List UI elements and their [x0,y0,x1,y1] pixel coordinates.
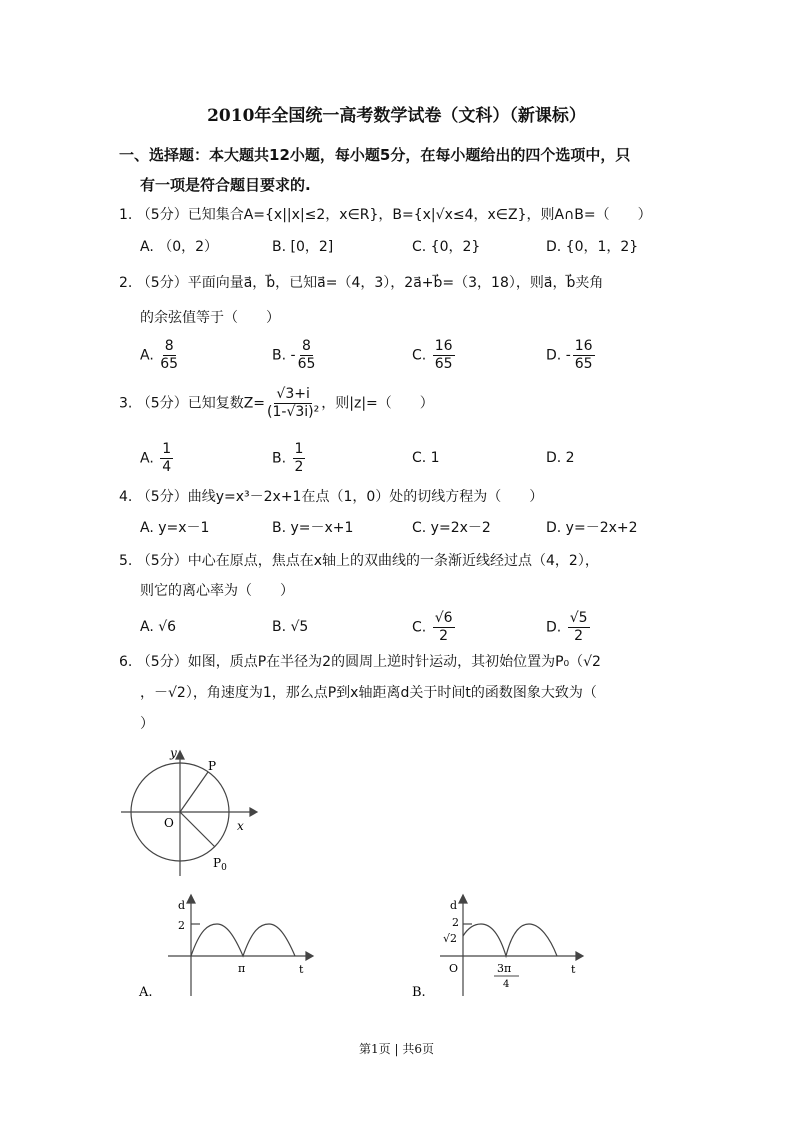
q4-option-d: D. y=－2x+2 [546,520,638,536]
option-label: D. [546,347,562,364]
numerator: √6 [434,610,453,626]
numerator: √5 [569,610,588,626]
option-label: A. [140,450,154,467]
denominator: 65 [297,356,316,372]
question-text: （5分）如图，质点P在半径为2的圆周上逆时针运动，其初始位置为P₀（√2 [136,654,601,670]
question-number: 6. [119,654,133,670]
graph-a-ytick: 2 [178,919,185,932]
question-6-cont: ，－√2），角速度为1，那么点P到x轴距离d关于时间t的函数图象大致为（ [140,685,597,701]
question-5-cont: 则它的离心率为（ ） [140,583,294,599]
denominator: 65 [160,356,179,372]
numerator: 16 [434,338,453,354]
question-text: （5分）曲线y=x³－2x+1在点（1，0）处的切线方程为（ ） [136,489,544,505]
point-p-label: P [208,759,217,773]
denominator: 4 [162,459,172,475]
question-text: （5分）平面向量a⃗，b⃗，已知a⃗=（4，3），2a⃗+b⃗=（3，18），则a⃗，b⃗夹角 [136,275,604,291]
q4-option-a: A. y=x－1 [140,520,210,536]
numerator: 1 [294,441,304,457]
option-label: C. [412,347,427,364]
option-label: D. [546,619,562,636]
denominator: (1-√3i)² [267,404,320,420]
denominator: 65 [434,356,453,372]
page-footer: 第1页 | 共6页 [359,1042,434,1056]
section-heading: 一、选择题：本大题共12小题，每小题5分，在每小题给出的四个选项中，只 [119,146,631,164]
question-text-end: ，则|z|=（ ） [321,395,434,412]
numerator: 8 [164,338,174,354]
question-number: 1. [119,207,133,223]
x-axis-label: x [237,819,244,833]
option-label: A. √6 [140,619,177,635]
denominator: 2 [574,628,584,644]
q4-option-c: C. y=2x－2 [412,520,491,536]
question-text: （5分）已知复数Z= [136,395,266,412]
question-text: （5分）中心在原点，焦点在x轴上的双曲线的一条渐近线经过点（4，2）， [136,553,599,569]
graph-a-t-label: t [299,963,304,976]
q1-option-d: D. {0，1，2} [546,239,639,255]
graph-b [440,895,583,996]
graph-b-origin: O [449,962,459,975]
section-heading-cont: 有一项是符合题目要求的. [140,176,311,194]
graph-b-option-label: B. [412,985,426,1000]
question-number: 4. [119,489,133,505]
option-label: A. [140,347,154,364]
origin-label: O [164,816,174,830]
numerator: 8 [302,338,311,354]
q1-option-b: B. [0，2] [272,239,334,255]
q1-option-a: A. （0，2） [140,239,219,255]
page-title: 2010年全国统一高考数学试卷（文科）（新课标） [207,106,586,126]
y-axis-label: y [170,746,177,760]
denominator: 2 [294,459,304,475]
graph-b-ytick-sqrt2: √2 [443,932,458,945]
option-label: B. √5 [272,619,309,635]
graph-b-xtick-den: 4 [503,979,510,990]
sign: - [290,347,296,364]
question-number: 5. [119,553,133,569]
option-label: D. 2 [546,450,575,466]
graph-b-d-label: d [450,899,458,912]
question-2-cont: 的余弦值等于（ ） [140,310,280,326]
option-label: C. [412,619,427,636]
graph-a-xtick: π [238,962,246,975]
graph-b-ytick-2: 2 [452,916,459,929]
q4-option-b: B. y=－x+1 [272,520,354,536]
q1-option-c: C. {0，2} [412,239,481,255]
question-number: 3. [119,395,133,412]
graph-a-option-label: A. [139,985,153,1000]
graph-b-xtick-num: 3π [497,962,512,975]
numerator: √3+i [276,386,310,402]
numerator: 1 [162,441,172,457]
denominator: 65 [574,356,593,372]
question-text: （5分）已知集合A={x||x|≤2，x∈R}，B={x|√x≤4，x∈Z}，则A∩B=（ ） [136,207,652,223]
question-number: 2. [119,275,133,291]
graph-a-d-label: d [178,899,186,912]
question-6-cont2: ） [140,716,154,732]
numerator: 16 [574,338,593,354]
point-p0-label: $P_0$ [213,856,227,873]
graph-b-t-label: t [571,963,576,976]
sign: - [565,347,571,364]
circle-figure [121,751,257,876]
option-label: C. 1 [412,450,440,466]
denominator: 2 [439,628,449,644]
option-label: B. [272,347,287,364]
option-label: B. [272,450,287,467]
graph-a [168,895,313,996]
